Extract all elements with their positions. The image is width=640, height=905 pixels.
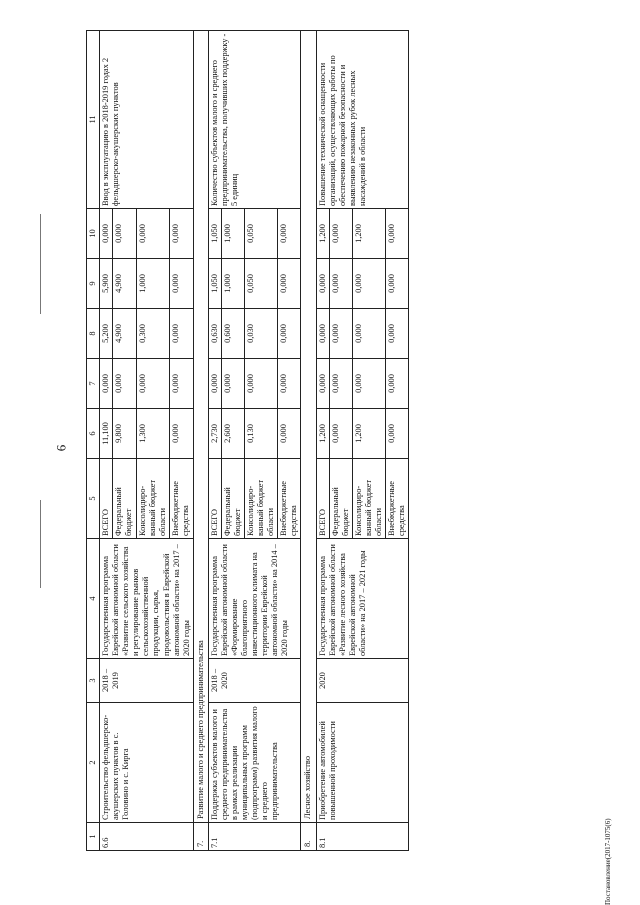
funding-source: Федеральный бюджет	[113, 459, 136, 539]
value-cell: 0,000	[113, 209, 136, 259]
funding-source: Федеральный бюджет	[329, 459, 352, 539]
program-table	[86, 30, 409, 851]
value-cell: 5,200	[100, 309, 113, 359]
value-cell: 0,050	[245, 209, 278, 259]
funding-source: Консолидиро-ванный бюджет области	[245, 459, 278, 539]
column-header: 8	[87, 309, 100, 359]
column-header: 9	[87, 259, 100, 309]
funding-source: Консолидиро-ванный бюджет области	[136, 459, 170, 539]
value-cell: 0,000	[386, 309, 409, 359]
value-cell: 2,730	[208, 409, 221, 459]
column-header: 10	[87, 209, 100, 259]
value-cell: 0,000	[170, 259, 193, 309]
program-name: Государственная программа Еврейской автономной области «Развитие сельского хозяйства и регулирование рынков сельскохозяйственной продукции, сырья, продовольствия в Еврейской автономной области» на 2017 – 2020 годы	[100, 539, 194, 659]
measure-name: Приобретение автомобилей повышенной проходимости	[316, 703, 409, 823]
value-cell: 0,000	[278, 209, 301, 259]
value-cell: 0,630	[208, 309, 221, 359]
column-number-row	[87, 31, 100, 851]
value-cell: 1,200	[352, 409, 385, 459]
column-header: 7	[87, 359, 100, 409]
section-title: Развитие малого и среднего предпринимательства	[193, 31, 208, 823]
section-title: Лесное хозяйство	[301, 31, 316, 823]
section-row	[193, 31, 208, 851]
program-name: Государственная программа Еврейской автономной области «Формирование благоприятного инвестиционного климата на территории Еврейской автономной области» на 2014 – 2020 годы	[208, 539, 301, 659]
value-cell: 1,200	[316, 409, 329, 459]
column-header: 11	[87, 31, 100, 209]
value-cell: 0,000	[170, 209, 193, 259]
column-header: 5	[87, 459, 100, 539]
section-number: 7.	[193, 823, 208, 851]
funding-source: Консолидиро-ванный бюджет области	[352, 459, 385, 539]
value-cell: 0,000	[278, 359, 301, 409]
value-cell: 0,000	[329, 209, 352, 259]
value-cell: 1,050	[208, 209, 221, 259]
document-id: Постановление(2017-1075(6)	[604, 818, 612, 905]
value-cell: 0,000	[386, 359, 409, 409]
value-cell: 0,000	[136, 209, 170, 259]
funding-source: ВСЕГО	[208, 459, 221, 539]
table-row	[100, 31, 113, 851]
funding-source: ВСЕГО	[100, 459, 113, 539]
funding-source: Внебюджетные средства	[386, 459, 409, 539]
years: 2018 – 2019	[100, 659, 194, 703]
column-header: 3	[87, 659, 100, 703]
table-row	[316, 31, 329, 851]
value-cell: 0,000	[329, 259, 352, 309]
column-header: 4	[87, 539, 100, 659]
funding-source: ВСЕГО	[316, 459, 329, 539]
funding-source: Внебюджетные средства	[170, 459, 193, 539]
margin-rule-top	[40, 214, 41, 314]
value-cell: 0,000	[386, 209, 409, 259]
measure-name: Строительство фельдшерско-акушерских пунктов в с. Головино и с. Кирга	[100, 703, 194, 823]
value-cell: 11,100	[100, 409, 113, 459]
value-cell: 0,000	[221, 359, 244, 409]
funding-source: Внебюджетные средства	[278, 459, 301, 539]
value-cell: 0,000	[352, 309, 385, 359]
value-cell: 0,130	[245, 409, 278, 459]
value-cell: 0,000	[386, 259, 409, 309]
value-cell: 0,000	[170, 359, 193, 409]
value-cell: 1,300	[136, 409, 170, 459]
years: 2018 – 2020	[208, 659, 301, 703]
program-name: Государственная программа Еврейской автономной области «Развитие лесного хозяйства Еврейской автономной области» на 2017 – 2021 годы	[316, 539, 409, 659]
page-number: 6	[53, 444, 69, 452]
row-number: 7.1	[208, 823, 301, 851]
value-cell: 0,000	[316, 309, 329, 359]
rotated-table-container	[86, 31, 601, 851]
value-cell: 5,900	[100, 259, 113, 309]
row-number: 6.6	[100, 823, 194, 851]
value-cell: 0,600	[221, 309, 244, 359]
value-cell: 1,000	[221, 209, 244, 259]
expected-result: Повышение технической оснащенности организаций, осуществляющих работы по обеспечению пожарной безопасности и выявлению незаконных рубок лесных насаждений в области	[316, 31, 409, 209]
value-cell: 0,000	[100, 209, 113, 259]
expected-result: Количество субъектов малого и среднего предпринимательства, получивших поддержку - 5 единиц	[208, 31, 301, 209]
value-cell: 0,000	[245, 359, 278, 409]
value-cell: 1,200	[352, 209, 385, 259]
column-header: 1	[87, 823, 100, 851]
value-cell: 0,000	[278, 309, 301, 359]
value-cell: 0,000	[329, 359, 352, 409]
value-cell: 4,900	[113, 309, 136, 359]
funding-source: Федеральный бюджет	[221, 459, 244, 539]
value-cell: 0,000	[136, 359, 170, 409]
value-cell: 0,000	[208, 359, 221, 409]
value-cell: 0,000	[100, 359, 113, 409]
value-cell: 4,900	[113, 259, 136, 309]
value-cell: 9,800	[113, 409, 136, 459]
value-cell: 0,300	[136, 309, 170, 359]
value-cell: 0,000	[278, 409, 301, 459]
value-cell: 1,200	[316, 209, 329, 259]
row-number: 8.1	[316, 823, 409, 851]
column-header: 6	[87, 409, 100, 459]
value-cell: 2,600	[221, 409, 244, 459]
value-cell: 0,000	[316, 359, 329, 409]
value-cell: 0,000	[352, 259, 385, 309]
column-header: 2	[87, 703, 100, 823]
value-cell: 1,000	[221, 259, 244, 309]
expected-result: Ввод в эксплуатацию в 2018-2019 годах 2 фельдшерско-акушерских пунктов	[100, 31, 194, 209]
value-cell: 0,000	[113, 359, 136, 409]
table-row	[208, 31, 221, 851]
value-cell: 0,000	[278, 259, 301, 309]
value-cell: 0,050	[245, 259, 278, 309]
value-cell: 0,000	[329, 309, 352, 359]
value-cell: 0,000	[329, 409, 352, 459]
value-cell: 1,050	[208, 259, 221, 309]
value-cell: 0,000	[170, 309, 193, 359]
value-cell: 0,000	[352, 359, 385, 409]
value-cell: 0,000	[386, 409, 409, 459]
value-cell: 0,000	[170, 409, 193, 459]
value-cell: 0,030	[245, 309, 278, 359]
value-cell: 0,000	[316, 259, 329, 309]
years: 2020	[316, 659, 409, 703]
section-number: 8.	[301, 823, 316, 851]
section-row	[301, 31, 316, 851]
measure-name: Поддержка субъектов малого и среднего предпринимательства в рамках реализации муниципальных программ (подпрограмм) развития малого и среднего предпринимательства	[208, 703, 301, 823]
value-cell: 1,000	[136, 259, 170, 309]
margin-rule-bottom	[40, 500, 41, 588]
